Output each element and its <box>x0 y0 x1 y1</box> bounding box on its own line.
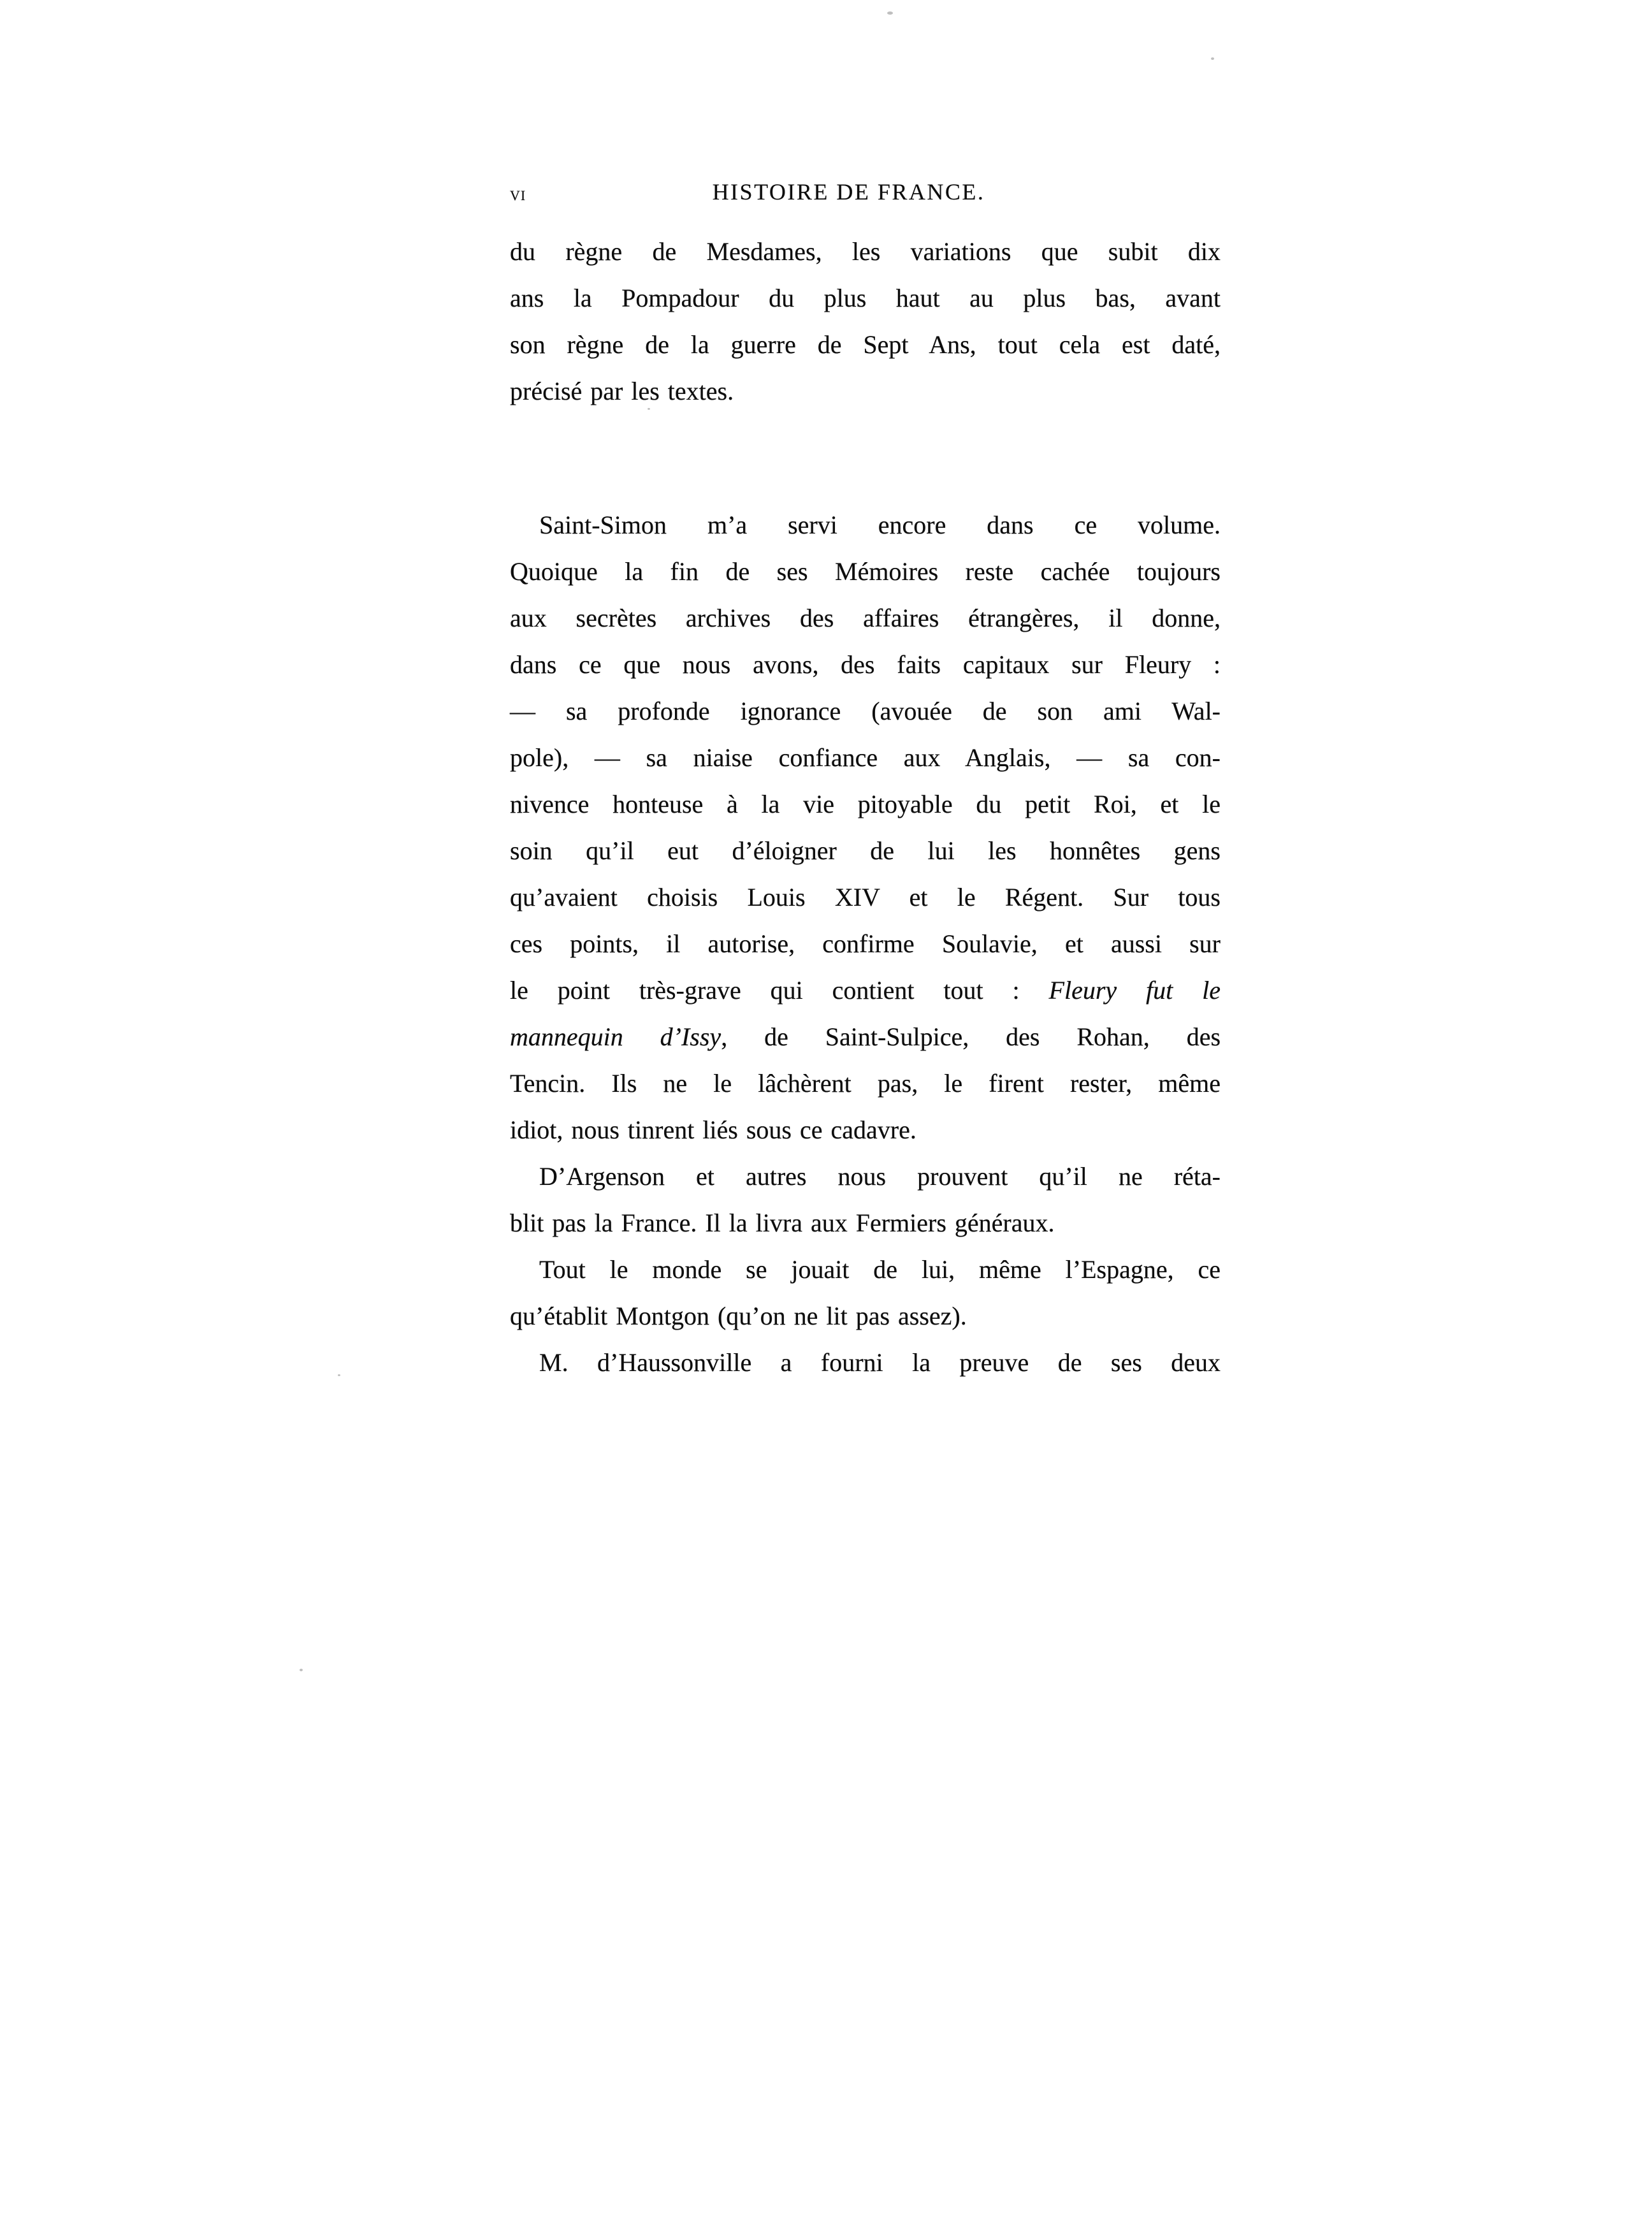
text-line <box>510 1153 1221 1200</box>
text-line <box>510 368 1221 414</box>
text-segment: qu’établit Montgon (qu’on ne lit pas assez). <box>510 1302 967 1330</box>
text-line <box>510 1013 1221 1060</box>
text-segment: aux secrètes archives des affaires étrangères, il donne, <box>510 604 1221 632</box>
text-segment: M. d’Haussonville a fourni la preuve de ses deux <box>539 1348 1221 1377</box>
text-line <box>510 1246 1221 1293</box>
text-segment: du règne de Mesdames, les variations que subit dix <box>510 237 1221 266</box>
text-line <box>510 502 1221 548</box>
text-segment: Quoique la fin de ses Mémoires reste cachée toujours <box>510 557 1221 586</box>
text-segment: Tout le monde se jouait de lui, même l’Espagne, ce <box>539 1255 1221 1284</box>
text-line <box>510 321 1221 368</box>
running-title: HISTOIRE DE FRANCE. <box>712 179 985 205</box>
text-line <box>510 548 1221 595</box>
text-line <box>510 1293 1221 1339</box>
text-line <box>510 967 1221 1013</box>
text-line <box>510 1200 1221 1246</box>
scan-speck <box>1211 57 1214 60</box>
text-segment: blit pas la France. Il la livra aux Fermiers généraux. <box>510 1209 1055 1237</box>
scan-speck <box>648 408 650 410</box>
text-line <box>510 827 1221 874</box>
text-line <box>510 275 1221 321</box>
text-line <box>510 1107 1221 1153</box>
text-segment: Tencin. Ils ne le lâchèrent pas, le firent rester, même <box>510 1069 1221 1098</box>
text-segment: soin qu’il eut d’éloigner de lui les honnêtes gens <box>510 836 1221 865</box>
text-line <box>510 641 1221 688</box>
text-segment: précisé par les textes. <box>510 377 734 405</box>
text-segment: pole), — sa niaise confiance aux Anglais, — sa con- <box>510 743 1221 772</box>
text-line <box>510 781 1221 827</box>
text-segment: nivence honteuse à la vie pitoyable du petit Roi, et le <box>510 790 1221 818</box>
page-number: vi <box>510 182 526 205</box>
text-segment: dans ce que nous avons, des faits capitaux sur Fleury : <box>510 650 1221 679</box>
text-line <box>510 734 1221 781</box>
italic-text-segment: mannequin d’Issy <box>510 1022 721 1051</box>
text-segment: D’Argenson et autres nous prouvent qu’il ne réta- <box>539 1162 1221 1191</box>
text-segment: le point très-grave qui contient tout : <box>510 976 1049 1005</box>
text-segment: , de Saint-Sulpice, des Rohan, des <box>721 1022 1221 1051</box>
text-line <box>510 228 1221 275</box>
scan-speck <box>300 1669 303 1671</box>
text-segment: son règne de la guerre de Sept Ans, tout cela est daté, <box>510 330 1221 359</box>
text-segment: — sa profonde ignorance (avouée de son ami Wal- <box>510 697 1221 725</box>
italic-text-segment: Fleury fut le <box>1048 976 1221 1005</box>
page-header <box>510 178 1221 210</box>
text-segment: ces points, il autorise, confirme Soulavie, et aussi sur <box>510 929 1221 958</box>
text-line <box>510 1060 1221 1107</box>
text-line <box>510 874 1221 920</box>
text-line <box>510 920 1221 967</box>
body-text <box>510 228 1221 1386</box>
text-line <box>510 1339 1221 1386</box>
text-line <box>510 688 1221 734</box>
text-line <box>510 595 1221 641</box>
scan-speck <box>887 11 893 15</box>
text-segment: qu’avaient choisis Louis XIV et le Régent. Sur tous <box>510 883 1221 911</box>
scan-speck <box>338 1374 340 1376</box>
text-segment: idiot, nous tinrent liés sous ce cadavre. <box>510 1115 917 1144</box>
text-segment: Saint-Simon m’a servi encore dans ce volume. <box>539 511 1221 539</box>
text-segment: ans la Pompadour du plus haut au plus bas, avant <box>510 284 1221 312</box>
